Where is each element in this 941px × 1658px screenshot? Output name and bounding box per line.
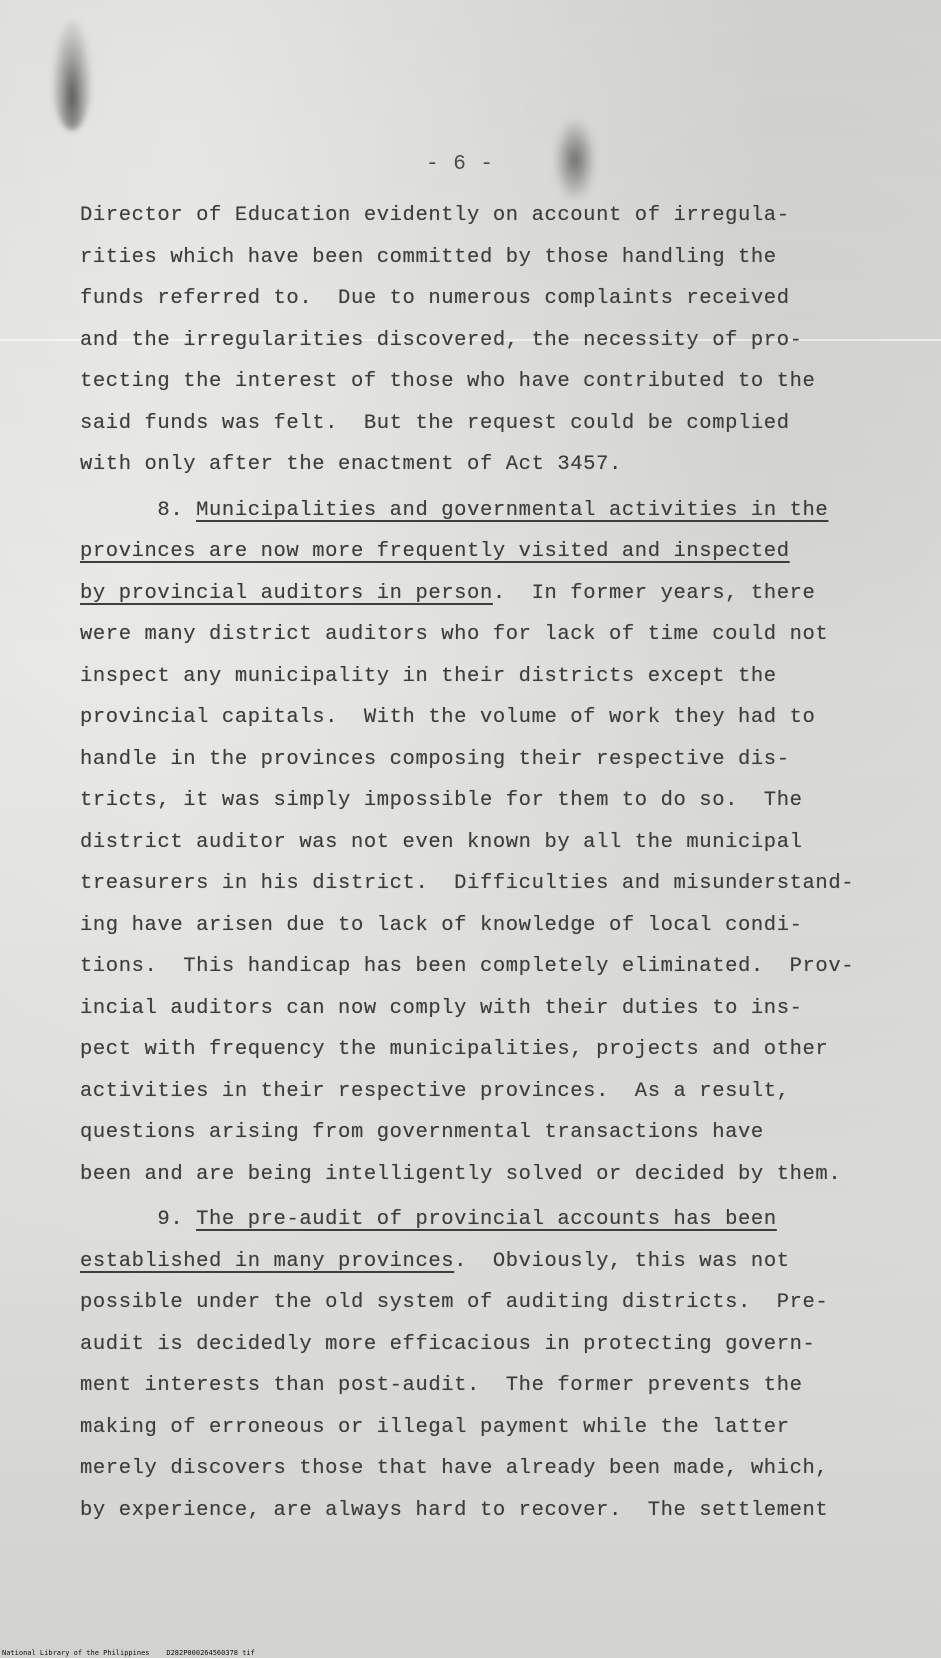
- line-text: provincial capitals. With the volume of work they had to: [80, 706, 816, 729]
- text-line: [80, 1199, 920, 1241]
- text-line: [80, 361, 920, 403]
- line-text: and the irregularities discovered, the necessity of pro-: [80, 328, 803, 352]
- text-line: [80, 697, 920, 739]
- text-line: [80, 1029, 920, 1071]
- underlined-heading-text: by provincial auditors in person: [80, 581, 493, 605]
- text-line: [80, 403, 920, 445]
- text-line: [80, 1241, 920, 1283]
- line-text: audit is decidedly more efficacious in protecting govern-: [80, 1332, 816, 1356]
- underlined-heading-text: provinces are now more frequently visited and inspected: [80, 540, 790, 563]
- page-number: - 6 -: [425, 153, 494, 176]
- text-line: [80, 1154, 920, 1196]
- text-line: [80, 614, 920, 656]
- line-text: district auditor was not even known by all the municipal: [80, 830, 803, 854]
- line-text: by experience, are always hard to recover. The settlement: [80, 1498, 829, 1522]
- line-text: handle in the provinces composing their respective dis-: [80, 747, 790, 771]
- text-line: [80, 237, 920, 279]
- text-line: [80, 1324, 920, 1366]
- line-text: making of erroneous or illegal payment while the latter: [80, 1415, 790, 1439]
- line-text: incial auditors can now comply with their duties to ins-: [80, 996, 803, 1020]
- text-line: [80, 656, 920, 698]
- line-text: rities which have been committed by those handling the: [80, 245, 777, 269]
- scan-smudge: [555, 120, 595, 200]
- text-line: [80, 1071, 920, 1113]
- underlined-heading-text: established in many provinces: [80, 1249, 455, 1273]
- line-text: merely discovers those that have already been made, which,: [80, 1457, 829, 1480]
- document-body: [80, 195, 920, 1531]
- text-line: [80, 573, 920, 615]
- line-text: . In former years, there: [492, 581, 816, 605]
- line-text: . Obviously, this was not: [454, 1249, 790, 1273]
- line-text: said funds was felt. But the request could be complied: [80, 411, 790, 435]
- scan-smudge: [52, 20, 92, 130]
- line-text: inspect any municipality in their districts except the: [80, 664, 777, 688]
- line-text: activities in their respective provinces. As a result,: [80, 1079, 790, 1103]
- line-text: questions arising from governmental transactions have: [80, 1121, 764, 1144]
- text-line: [80, 1490, 920, 1532]
- text-line: [80, 531, 920, 573]
- line-text: possible under the old system of auditing districts. Pre-: [80, 1291, 829, 1314]
- text-line: [80, 1448, 920, 1490]
- underlined-heading-text: Municipalities and governmental activities in the: [196, 498, 829, 522]
- text-line: [80, 739, 920, 781]
- text-line: [80, 1365, 920, 1407]
- text-line: [80, 444, 920, 486]
- line-text: been and are being intelligently solved or decided by them.: [80, 1162, 842, 1186]
- text-line: [80, 905, 920, 947]
- line-text: pect with frequency the municipalities, projects and other: [80, 1038, 829, 1061]
- line-text: tions. This handicap has been completely eliminated. Prov-: [80, 955, 855, 978]
- line-text: with only after the enactment of Act 3457.: [80, 453, 622, 476]
- text-line: [80, 195, 920, 237]
- line-text: ment interests than post-audit. The former prevents the: [80, 1374, 803, 1397]
- line-text: 9.: [80, 1208, 197, 1231]
- archive-footer: National Library of the Philippines D282P000264560378 tif: [2, 1649, 255, 1657]
- text-line: [80, 946, 920, 988]
- text-line: [80, 490, 920, 532]
- line-text: tricts, it was simply impossible for them to do so. The: [80, 789, 803, 812]
- text-line: [80, 278, 920, 320]
- line-text: Director of Education evidently on account of irregula-: [80, 204, 790, 227]
- line-text: funds referred to. Due to numerous complaints received: [80, 287, 790, 310]
- text-line: [80, 988, 920, 1030]
- text-line: [80, 1112, 920, 1154]
- line-text: 8.: [80, 498, 197, 522]
- line-text: ing have arisen due to lack of knowledge of local condi-: [80, 913, 803, 937]
- text-line: [80, 822, 920, 864]
- line-text: treasurers in his district. Difficulties and misunderstand-: [80, 872, 855, 895]
- line-text: tecting the interest of those who have contributed to the: [80, 370, 816, 393]
- text-line: [80, 780, 920, 822]
- text-line: [80, 1282, 920, 1324]
- line-text: were many district auditors who for lack of time could not: [80, 623, 829, 646]
- text-line: [80, 1407, 920, 1449]
- underlined-heading-text: The pre-audit of provincial accounts has been: [196, 1208, 777, 1231]
- text-line: [80, 863, 920, 905]
- text-line: [80, 320, 920, 362]
